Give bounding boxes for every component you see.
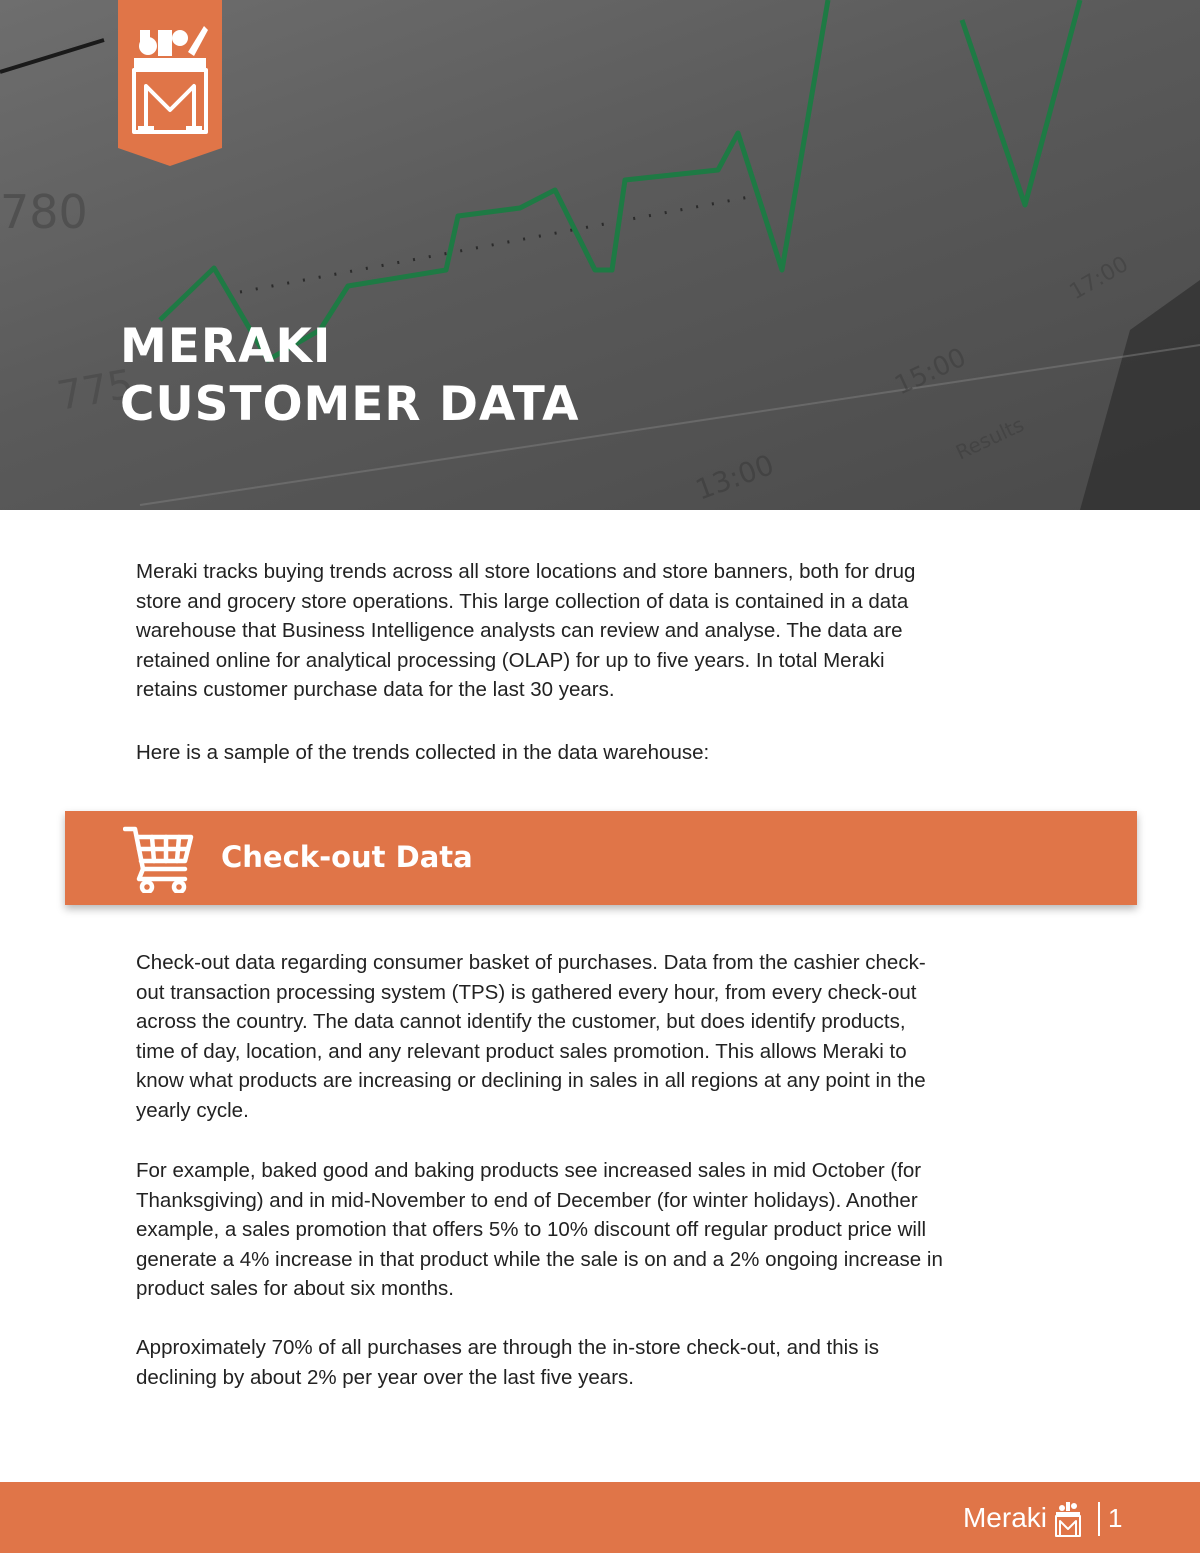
bg-label-1300: 13:00 [691,447,779,507]
intro-line: Meraki tracks buying trends across all store locations and store banners, both for drug [136,560,916,583]
checkout-line: time of day, location, and any relevant product sales promotion. This allows Meraki to [136,1039,907,1063]
meraki-basket-logo-icon [1053,1500,1083,1538]
intro-line: retained online for analytical processing (OLAP) for up to five years. In total Meraki [136,648,885,672]
checkout-line: example, a sales promotion that offers 5% to 10% discount off regular product price will [136,1218,927,1242]
section-title: Check-out Data [221,840,473,874]
page-footer [0,1482,1200,1553]
checkout-line: Thanksgiving) and in mid-November to end of December (for winter holidays). Another [136,1188,918,1212]
intro-paragraph [136,557,1066,705]
section-header-checkout [65,811,1137,905]
checkout-line: product sales for about six months. [136,1277,454,1301]
bg-label-results: Results [951,412,1028,465]
checkout-line: know what products are increasing or declining in sales in all regions at any point in the [136,1069,926,1093]
checkout-line: yearly cycle. [136,1098,249,1122]
checkout-paragraph-3 [136,1333,1066,1392]
checkout-line: Approximately 70% of all purchases are through the in-store check-out, and this is [136,1336,879,1359]
page-title-line1: MERAKI [120,319,332,374]
intro-sample-line: Here is a sample of the trends collected in the data warehouse: [136,741,710,764]
page-title-line2: CUSTOMER DATA [120,377,580,432]
checkout-line: For example, baked good and baking products see increased sales in mid October (for [136,1159,922,1182]
bg-label-1700: 17:00 [1065,251,1133,306]
bg-label-775: 775 [53,361,137,420]
footer-divider [1098,1502,1100,1536]
checkout-line: Check-out data regarding consumer basket of purchases. Data from the cashier check- [136,951,926,974]
meraki-logo-icon [118,0,222,166]
checkout-line: out transaction processing system (TPS) is gathered every hour, from every check-out [136,980,917,1004]
bg-label-780: 780 [0,185,88,239]
checkout-paragraph-1 [136,948,1066,1126]
bg-label-1500: 15:00 [890,342,971,402]
checkout-line: across the country. The data cannot identify the customer, but does identify products, [136,1010,906,1034]
checkout-line: declining by about 2% per year over the last five years. [136,1365,634,1389]
intro-line: store and grocery store operations. This large collection of data is contained in a data [136,589,909,613]
page-number: 1 [1108,1503,1123,1533]
checkout-line: generate a 4% increase in that product while the sale is on and a 2% ongoing increase in [136,1247,943,1271]
page-title [120,318,579,434]
checkout-paragraph-2 [136,1156,1066,1304]
intro-sample-paragraph [136,738,1066,768]
footer-brand: Meraki [962,1502,1047,1533]
intro-line: warehouse that Business Intelligence analysts can review and analyse. The data are [136,619,903,643]
shopping-cart-icon [123,825,195,893]
hero-banner [0,0,1200,510]
intro-line: retains customer purchase data for the last 30 years. [136,678,615,702]
